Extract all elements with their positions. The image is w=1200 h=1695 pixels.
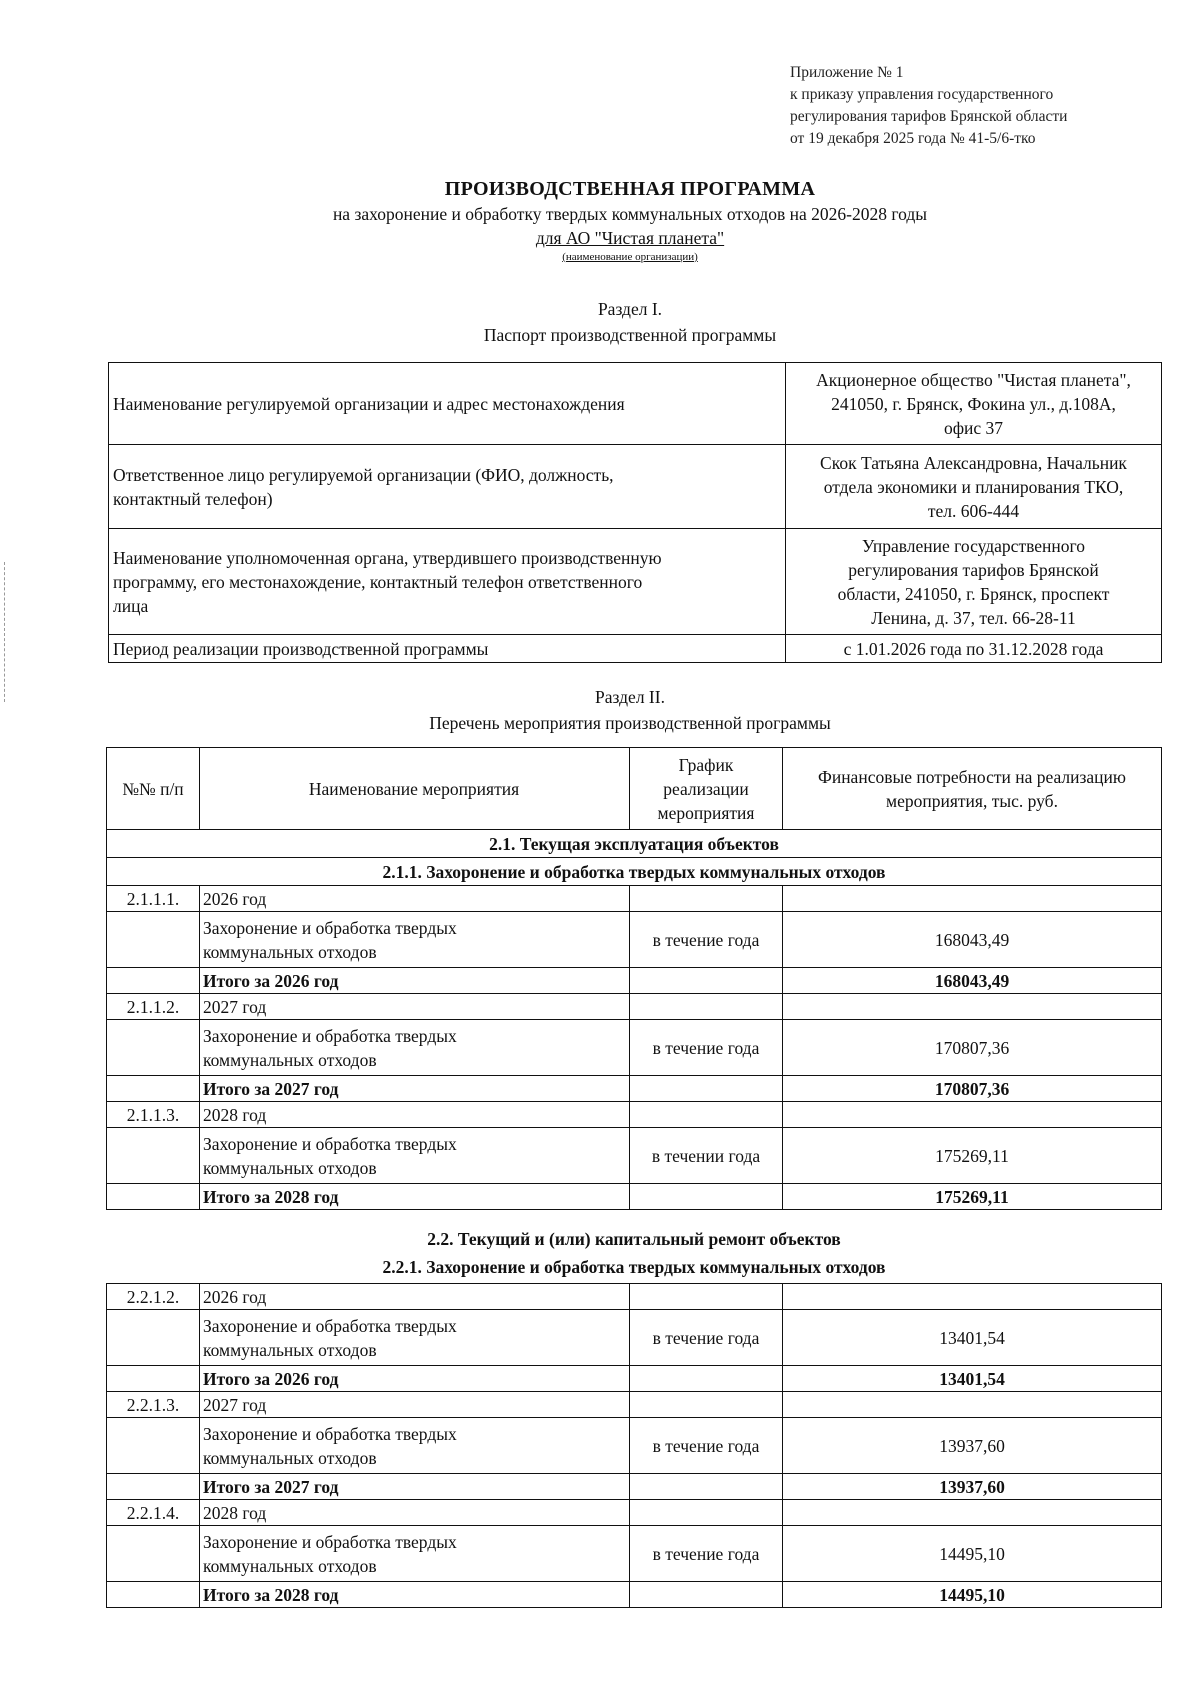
total-amount: 168043,49: [783, 968, 1162, 994]
passport-label-line: лица: [113, 595, 149, 616]
activity-name: [200, 1418, 630, 1474]
empty-cell: [630, 994, 783, 1020]
empty-cell: [107, 1310, 200, 1366]
group-title-row: [107, 830, 1162, 858]
activity-row: [107, 1128, 1162, 1184]
year-row: [107, 994, 1162, 1020]
activity-name-line: коммунальных отходов: [203, 941, 377, 962]
empty-cell: [783, 1102, 1162, 1128]
section-2-heading: [100, 684, 1160, 736]
total-row: [107, 1582, 1162, 1608]
activity-name-line: Захоронение и обработка твердых: [203, 1025, 457, 1046]
year-label: 2027 год: [200, 994, 630, 1020]
document-title: ПРОИЗВОДСТВЕННАЯ ПРОГРАММА: [444, 178, 816, 200]
passport-value-line: Акционерное общество "Чистая планета",: [816, 369, 1131, 390]
activity-name-line: коммунальных отходов: [203, 1447, 377, 1468]
passport-row: [109, 635, 1162, 663]
row-number: 2.1.1.3.: [107, 1102, 200, 1128]
year-label: 2027 год: [200, 1392, 630, 1418]
total-row: [107, 1474, 1162, 1500]
empty-cell: [630, 1366, 783, 1392]
total-amount: 13401,54: [783, 1366, 1162, 1392]
activity-name-line: Захоронение и обработка твердых: [203, 1315, 457, 1336]
empty-cell: [107, 1128, 200, 1184]
works-table-2: [106, 1283, 1162, 1608]
year-label: 2028 год: [200, 1500, 630, 1526]
empty-cell: [107, 1366, 200, 1392]
empty-cell: [630, 1582, 783, 1608]
passport-value-line: Управление государственного: [862, 535, 1085, 556]
total-row: [107, 968, 1162, 994]
activity-amount: 168043,49: [783, 912, 1162, 968]
activity-schedule: в течении года: [630, 1128, 783, 1184]
empty-cell: [630, 1184, 783, 1210]
annex-line-4: от 19 декабря 2025 года № 41-5/6-тко: [790, 130, 1036, 147]
total-amount: 175269,11: [783, 1184, 1162, 1210]
column-header-line: Финансовые потребности на реализацию: [818, 766, 1126, 787]
passport-value: [786, 445, 1162, 529]
passport-value: [786, 529, 1162, 635]
activity-name-line: коммунальных отходов: [203, 1339, 377, 1360]
passport-label-line: Ответственное лицо регулируемой организации (ФИО, должность,: [113, 464, 614, 485]
total-row: [107, 1366, 1162, 1392]
empty-cell: [107, 1184, 200, 1210]
passport-table: [108, 362, 1162, 663]
column-header-money: [783, 748, 1162, 830]
passport-value-line: области, 241050, г. Брянск, проспект: [837, 583, 1110, 604]
empty-cell: [107, 1582, 200, 1608]
organization-name: для АО "Чистая планета": [535, 228, 725, 248]
annex-line-2: к приказу управления государственного: [790, 86, 1054, 103]
passport-value-line: регулирования тарифов Брянской: [848, 559, 1099, 580]
section-1-title: Паспорт производственной программы: [483, 325, 777, 345]
total-amount: 14495,10: [783, 1582, 1162, 1608]
passport-label: [109, 529, 786, 635]
activity-name-line: коммунальных отходов: [203, 1555, 377, 1576]
total-amount: 170807,36: [783, 1076, 1162, 1102]
activity-name: [200, 1526, 630, 1582]
empty-cell: [630, 886, 783, 912]
row-number: 2.1.1.2.: [107, 994, 200, 1020]
annex-line-1: Приложение № 1: [790, 64, 904, 81]
empty-cell: [107, 1418, 200, 1474]
column-header-line: мероприятия, тыс. руб.: [886, 790, 1058, 811]
passport-value: с 1.01.2026 года по 31.12.2028 года: [786, 635, 1162, 663]
passport-label-line: программу, его местонахождение, контактный телефон ответственного: [113, 571, 643, 592]
column-header-num: №№ п/п: [107, 748, 200, 830]
empty-cell: [630, 1284, 783, 1310]
passport-row: [109, 529, 1162, 635]
subgroup-title: 2.1.1. Захоронение и обработка твердых коммунальных отходов: [107, 858, 1162, 886]
empty-cell: [630, 968, 783, 994]
activity-amount: 13401,54: [783, 1310, 1162, 1366]
year-row: [107, 1392, 1162, 1418]
total-label: Итого за 2028 год: [200, 1582, 630, 1608]
activity-name-line: коммунальных отходов: [203, 1049, 377, 1070]
passport-label: Наименование регулируемой организации и адрес местонахождения: [109, 363, 786, 445]
scan-margin-mark: [4, 562, 6, 702]
activity-row: [107, 1418, 1162, 1474]
year-row: [107, 1284, 1162, 1310]
year-row: [107, 1500, 1162, 1526]
empty-cell: [783, 1284, 1162, 1310]
activity-name: [200, 912, 630, 968]
empty-cell: [783, 1392, 1162, 1418]
empty-cell: [783, 994, 1162, 1020]
empty-cell: [630, 1500, 783, 1526]
subgroup-title-row: [107, 858, 1162, 886]
organization-caption: (наименование организации): [562, 251, 698, 263]
total-row: [107, 1184, 1162, 1210]
empty-cell: [630, 1102, 783, 1128]
passport-value-line: офис 37: [943, 417, 1004, 438]
passport-value-line: Ленина, д. 37, тел. 66-28-11: [871, 607, 1076, 628]
activity-name: [200, 1310, 630, 1366]
passport-label-line: Наименование уполномоченная органа, утвердившего производственную: [113, 547, 662, 568]
activity-row: [107, 1310, 1162, 1366]
document-subtitle: на захоронение и обработку твердых коммунальных отходов на 2026-2028 годы: [332, 204, 928, 224]
table-header-row: [107, 748, 1162, 830]
activity-name-line: Захоронение и обработка твердых: [203, 917, 457, 938]
total-label: Итого за 2026 год: [200, 968, 630, 994]
total-row: [107, 1076, 1162, 1102]
empty-cell: [630, 1474, 783, 1500]
empty-cell: [107, 1474, 200, 1500]
empty-cell: [107, 1020, 200, 1076]
year-row: [107, 886, 1162, 912]
activity-schedule: в течение года: [630, 1020, 783, 1076]
group-2-subtitle: 2.2.1. Захоронение и обработка твердых коммунальных отходов: [382, 1257, 886, 1277]
activity-schedule: в течение года: [630, 1418, 783, 1474]
passport-row: [109, 445, 1162, 529]
column-header-line: График: [678, 754, 734, 775]
section-2-number: Раздел II.: [595, 687, 665, 707]
passport-value-line: Скок Татьяна Александровна, Начальник: [820, 452, 1127, 473]
activity-row: [107, 912, 1162, 968]
activity-name-line: коммунальных отходов: [203, 1157, 377, 1178]
empty-cell: [783, 886, 1162, 912]
activity-name-line: Захоронение и обработка твердых: [203, 1133, 457, 1154]
activity-name-line: Захоронение и обработка твердых: [203, 1423, 457, 1444]
activity-row: [107, 1020, 1162, 1076]
section-2-title: Перечень мероприятия производственной программы: [429, 713, 831, 733]
activity-schedule: в течение года: [630, 1526, 783, 1582]
activity-amount: 13937,60: [783, 1418, 1162, 1474]
passport-label: [109, 445, 786, 529]
annex-line-3: регулирования тарифов Брянской области: [790, 108, 1068, 125]
activity-row: [107, 1526, 1162, 1582]
total-amount: 13937,60: [783, 1474, 1162, 1500]
activity-amount: 170807,36: [783, 1020, 1162, 1076]
activity-amount: 14495,10: [783, 1526, 1162, 1582]
column-header-line: мероприятия: [657, 802, 755, 823]
year-label: 2026 год: [200, 886, 630, 912]
year-label: 2026 год: [200, 1284, 630, 1310]
passport-row: [109, 363, 1162, 445]
section-1-number: Раздел I.: [597, 299, 663, 319]
passport-value-line: тел. 606-444: [927, 500, 1020, 521]
empty-cell: [107, 912, 200, 968]
empty-cell: [107, 1076, 200, 1102]
activity-schedule: в течение года: [630, 912, 783, 968]
group-2-title: 2.2. Текущий и (или) капитальный ремонт объектов: [427, 1229, 841, 1249]
empty-cell: [630, 1392, 783, 1418]
passport-label-line: контактный телефон): [113, 488, 273, 509]
column-header-line: реализации: [663, 778, 749, 799]
row-number: 2.2.1.4.: [107, 1500, 200, 1526]
empty-cell: [107, 1526, 200, 1582]
row-number: 2.2.1.3.: [107, 1392, 200, 1418]
row-number: 2.1.1.1.: [107, 886, 200, 912]
section-1-heading: [100, 296, 1160, 348]
empty-cell: [630, 1076, 783, 1102]
passport-value: [786, 363, 1162, 445]
column-header-schedule: [630, 748, 783, 830]
activity-name: [200, 1020, 630, 1076]
year-label: 2028 год: [200, 1102, 630, 1128]
annex-note: [790, 62, 1170, 150]
year-row: [107, 1102, 1162, 1128]
total-label: Итого за 2027 год: [200, 1474, 630, 1500]
activity-schedule: в течение года: [630, 1310, 783, 1366]
activity-name: [200, 1128, 630, 1184]
works-table-1: [106, 747, 1162, 1210]
group-title: 2.1. Текущая эксплуатация объектов: [107, 830, 1162, 858]
empty-cell: [783, 1500, 1162, 1526]
row-number: 2.2.1.2.: [107, 1284, 200, 1310]
total-label: Итого за 2026 год: [200, 1366, 630, 1392]
column-header-name: Наименование мероприятия: [200, 748, 630, 830]
passport-label: Период реализации производственной программы: [109, 635, 786, 663]
empty-cell: [107, 968, 200, 994]
total-label: Итого за 2027 год: [200, 1076, 630, 1102]
activity-amount: 175269,11: [783, 1128, 1162, 1184]
total-label: Итого за 2028 год: [200, 1184, 630, 1210]
passport-value-line: 241050, г. Брянск, Фокина ул., д.108А,: [831, 393, 1116, 414]
activity-name-line: Захоронение и обработка твердых: [203, 1531, 457, 1552]
title-block: [100, 176, 1160, 264]
passport-value-line: отдела экономики и планирования ТКО,: [823, 476, 1124, 497]
